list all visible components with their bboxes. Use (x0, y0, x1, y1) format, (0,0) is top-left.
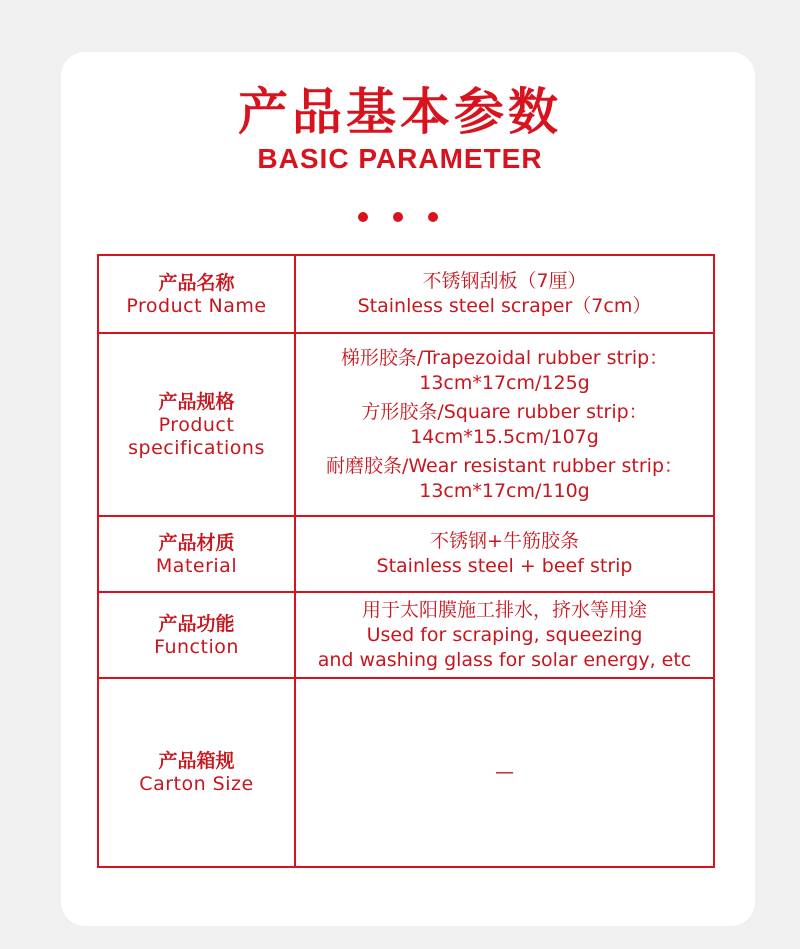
label-en: Material (155, 554, 238, 577)
value-en: and washing glass for solar energy, etc (317, 648, 692, 671)
table-row-specifications (98, 333, 714, 516)
spec-size: 13cm*17cm/110g (419, 479, 590, 502)
dot-icon (428, 212, 438, 222)
spec-size: 14cm*15.5cm/107g (410, 425, 599, 448)
value-cn: 用于太阳膜施工排水，挤水等用途 (361, 598, 647, 621)
label-cn: 产品材质 (158, 531, 235, 554)
label-cell (98, 255, 295, 333)
spec-item (296, 454, 713, 504)
dot-icon (358, 212, 368, 222)
value-cn: 不锈钢+牛筋胶条 (430, 530, 579, 552)
spec-size: 13cm*17cm/125g (419, 371, 590, 394)
value-cell (295, 333, 714, 516)
carton-value: — (495, 761, 514, 783)
label-en: specifications (128, 436, 265, 459)
spec-type: 梯形胶条/Trapezoidal rubber strip： (340, 346, 669, 369)
value-en: Stainless steel scraper（7cm） (357, 295, 652, 317)
label-cn: 产品规格 (158, 390, 235, 413)
spec-type: 方形胶条/Square rubber strip： (361, 400, 648, 423)
value-en: Used for scraping, squeezing (366, 623, 643, 646)
value-cell (295, 592, 714, 678)
parameter-table (97, 254, 715, 868)
label-cell (98, 592, 295, 678)
label-en: Product Name (126, 294, 267, 317)
spec-item (296, 346, 713, 396)
value-cell (295, 678, 714, 867)
value-en: Stainless steel + beef strip (376, 555, 633, 577)
value-cell (295, 255, 714, 333)
decorative-dots (358, 212, 438, 222)
page-title: 产品基本参数 (238, 83, 562, 141)
label-cn: 产品箱规 (158, 750, 235, 772)
spec-type: 耐磨胶条/Wear resistant rubber strip： (325, 454, 684, 477)
label-cn: 产品名称 (158, 271, 235, 294)
value-cn: 不锈钢刮板（7厘） (422, 270, 587, 292)
label-en: Function (154, 635, 239, 658)
table-row-material (98, 516, 714, 592)
label-cn: 产品功能 (158, 612, 235, 635)
label-en: Carton Size (139, 773, 254, 795)
label-cell (98, 516, 295, 592)
table-row-product-name (98, 255, 714, 333)
table-row-carton-size (98, 678, 714, 867)
page-subtitle: BASIC PARAMETER (257, 143, 543, 174)
label-en: Product (158, 413, 235, 436)
label-cell (98, 333, 295, 516)
value-cell (295, 516, 714, 592)
label-cell (98, 678, 295, 867)
spec-item (296, 400, 713, 450)
dot-icon (393, 212, 403, 222)
table-row-function (98, 592, 714, 678)
